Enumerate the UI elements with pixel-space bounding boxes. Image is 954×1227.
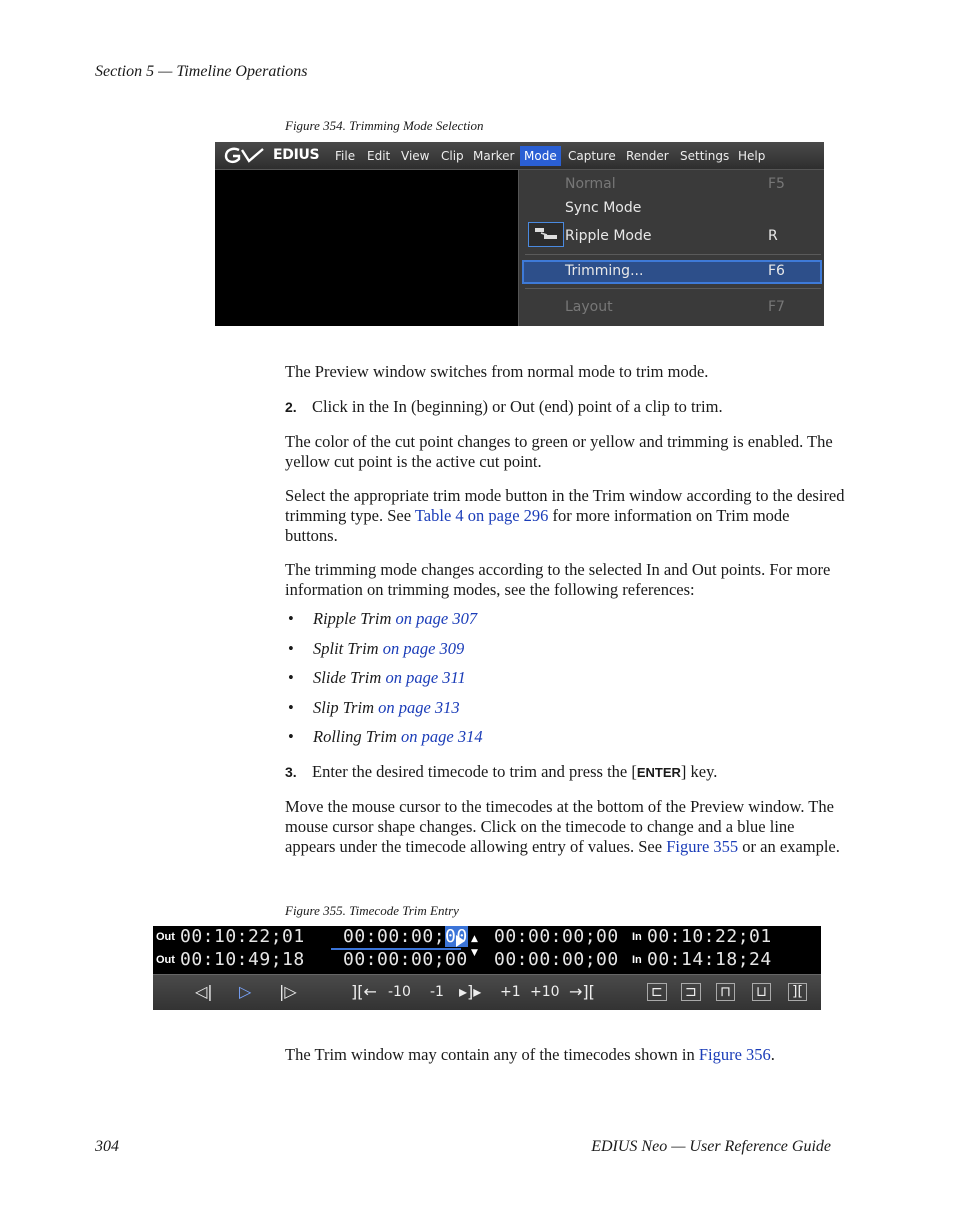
spin-up-icon[interactable]: ▲ bbox=[471, 934, 478, 944]
out-tag: Out bbox=[156, 954, 175, 966]
mode-dropdown bbox=[518, 170, 824, 326]
list-item: • Split Trim on page 309 bbox=[288, 639, 483, 669]
link-slide-trim[interactable]: on page 311 bbox=[385, 668, 466, 687]
paragraph-preview-switch: The Preview window switches from normal mode to trim mode. bbox=[285, 362, 709, 381]
previous-frame-icon[interactable]: ◁| bbox=[195, 982, 213, 1001]
spin-down-icon[interactable]: ▼ bbox=[471, 948, 478, 958]
paragraph-cut-point-color: The color of the cut point changes to green or yellow and trimming is enabled. The yellow cut point is the active cut point. bbox=[285, 432, 833, 471]
enter-key: ENTER bbox=[636, 765, 681, 780]
edius-mode-menu-screenshot bbox=[215, 142, 824, 326]
menu-item-ripple-mode[interactable]: Ripple Mode R bbox=[565, 228, 778, 244]
right-timecode-2[interactable]: 00:00:00;00 bbox=[494, 949, 619, 970]
list-item: • Ripple Trim on page 307 bbox=[288, 609, 483, 639]
center-timecode-2[interactable]: 00:00:00;00 bbox=[343, 949, 468, 970]
paragraph-trimming-mode-changes: The trimming mode changes according to the selected In and Out points. For more information on trimming modes, see the following references: bbox=[285, 560, 831, 599]
menu-item-layout[interactable]: Layout F7 bbox=[565, 299, 785, 315]
play-icon[interactable]: ▷ bbox=[239, 982, 252, 1001]
out-timecode-1[interactable]: 00:10:22;01 bbox=[180, 926, 305, 947]
list-item: • Slip Trim on page 313 bbox=[288, 698, 483, 728]
trim-references-list bbox=[288, 609, 483, 757]
selected-digits[interactable]: 00 bbox=[445, 926, 468, 947]
figure-355-caption: Figure 355. Timecode Trim Entry bbox=[285, 903, 459, 918]
menu-help[interactable]: Help bbox=[738, 149, 766, 163]
link-ripple-trim[interactable]: on page 307 bbox=[395, 609, 478, 628]
out-tag: Out bbox=[156, 931, 175, 943]
split-trim-icon[interactable]: ⊐ bbox=[681, 983, 701, 1001]
figure-354-caption: Figure 354. Trimming Mode Selection bbox=[285, 118, 484, 133]
menu-file[interactable]: File bbox=[335, 149, 356, 163]
list-item: • Slide Trim on page 311 bbox=[288, 668, 483, 698]
paragraph-trim-window-timecodes: The Trim window may contain any of the timecodes shown in Figure 356. bbox=[285, 1045, 775, 1064]
trim-right-icon[interactable]: →][ bbox=[569, 982, 595, 1001]
step-number: 2. bbox=[285, 399, 297, 415]
link-table-4[interactable]: Table 4 on page 296 bbox=[414, 506, 549, 525]
menu-clip[interactable]: Clip bbox=[441, 149, 464, 163]
running-head: Section 5 — Timeline Operations bbox=[95, 63, 308, 80]
menu-item-trimming[interactable]: Trimming... F6 bbox=[522, 260, 822, 284]
menu-separator bbox=[525, 288, 821, 289]
step-number: 3. bbox=[285, 764, 297, 780]
menu-separator bbox=[525, 254, 821, 255]
link-split-trim[interactable]: on page 309 bbox=[382, 638, 465, 658]
menu-marker[interactable]: Marker bbox=[473, 149, 515, 163]
trim-toolbar bbox=[153, 974, 821, 1010]
trim-plus-10-button[interactable]: +10 bbox=[530, 984, 560, 1000]
edius-brand: EDIUS bbox=[273, 147, 320, 163]
step-text: Click in the In (beginning) or Out (end) point of a clip to trim. bbox=[312, 397, 723, 416]
trim-minus-1-button[interactable]: -1 bbox=[430, 984, 444, 1000]
ripple-trim-icon[interactable]: ⊏ bbox=[647, 983, 667, 1001]
in-timecode-1[interactable]: 00:10:22;01 bbox=[647, 926, 772, 947]
out-timecode-2[interactable]: 00:10:49;18 bbox=[180, 949, 305, 970]
in-tag: In bbox=[632, 931, 642, 943]
menu-view[interactable]: View bbox=[401, 149, 430, 163]
link-rolling-trim[interactable]: on page 314 bbox=[401, 727, 483, 746]
trim-minus-10-button[interactable]: -10 bbox=[388, 984, 411, 1000]
in-timecode-2[interactable]: 00:14:18;24 bbox=[647, 949, 772, 970]
page-number: 304 bbox=[95, 1138, 119, 1155]
menu-item-normal[interactable]: Normal F5 bbox=[565, 176, 785, 192]
cursor-icon bbox=[456, 935, 465, 947]
right-timecode-1[interactable]: 00:00:00;00 bbox=[494, 926, 619, 947]
step-3: 3. Enter the desired timecode to trim and press the [ENTER] key. bbox=[285, 762, 718, 781]
gv-logo-icon bbox=[223, 146, 265, 166]
menu-item-sync-mode[interactable]: Sync Mode bbox=[565, 200, 642, 216]
rolling-trim-icon[interactable]: ][ bbox=[788, 983, 807, 1001]
timecode-trim-screenshot bbox=[153, 926, 821, 1010]
link-figure-355[interactable]: Figure 355 bbox=[666, 837, 739, 856]
guide-title: EDIUS Neo — User Reference Guide bbox=[591, 1138, 831, 1155]
paragraph-trim-mode-button: Select the appropriate trim mode button in the Trim window according to the desired trimming type. See Table 4 on page 296 for more information on Trim mode buttons. bbox=[285, 486, 845, 545]
next-frame-icon[interactable]: |▷ bbox=[279, 982, 297, 1001]
in-tag: In bbox=[632, 954, 642, 966]
link-figure-356[interactable]: Figure 356 bbox=[698, 1045, 771, 1064]
menu-mode[interactable]: Mode bbox=[520, 146, 561, 166]
link-slip-trim[interactable]: on page 313 bbox=[378, 697, 460, 717]
menu-settings[interactable]: Settings bbox=[680, 149, 730, 163]
step-2 bbox=[285, 397, 845, 417]
menu-bar bbox=[215, 142, 824, 170]
menu-capture[interactable]: Capture bbox=[568, 149, 616, 163]
menu-edit[interactable]: Edit bbox=[367, 149, 391, 163]
list-item: • Rolling Trim on page 314 bbox=[288, 727, 483, 757]
slip-trim-icon[interactable]: ⊔ bbox=[752, 983, 771, 1001]
trim-center-icon[interactable]: ▸]▸ bbox=[459, 982, 482, 1001]
slide-trim-icon[interactable]: ⊓ bbox=[716, 983, 735, 1001]
menu-render[interactable]: Render bbox=[626, 149, 669, 163]
trim-timecode-entry[interactable]: 00:00:00;00 bbox=[343, 926, 468, 947]
paragraph-move-cursor: Move the mouse cursor to the timecodes at the bottom of the Preview window. The mouse cursor shape changes. Click on the timecode to change and a blue line appears under the timecode allowing entry of values. See Figure 355 or an example. bbox=[285, 797, 840, 856]
trim-plus-1-button[interactable]: +1 bbox=[500, 984, 521, 1000]
trim-left-icon[interactable]: ][← bbox=[351, 982, 377, 1001]
